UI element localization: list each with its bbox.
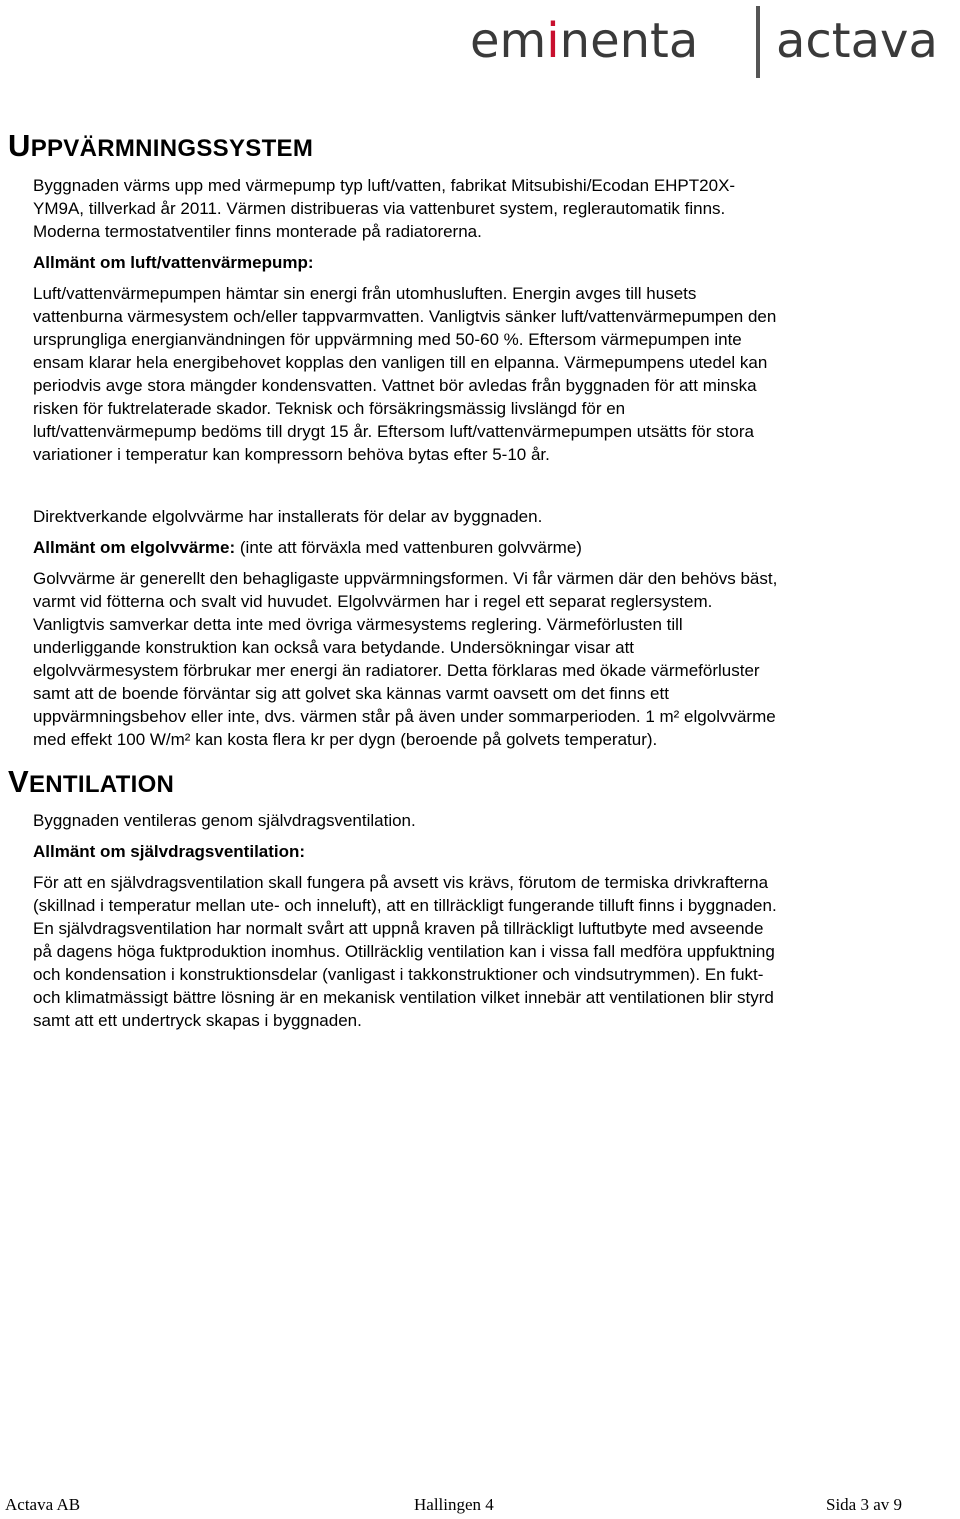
ventilation-text-line: och kondensation i konstruktionsdelar (vanligast i takkonstruktioner och vindsutrymmen). En fukt- — [33, 965, 764, 984]
ventilation-text-line: För att en självdragsventilation skall fungera på avsett vis krävs, förutom de termiska drivkrafterna — [33, 873, 769, 892]
heating-section-title — [8, 128, 314, 164]
ventilation-text-line: och klimatmässigt bättre lösning är en mekanisk ventilation vilket innebär att ventilationen blir styrd — [33, 988, 774, 1007]
floor-heating-text-line: uppvärmningsbehov eller inte, dvs. värmen står på även under sommarperioden. 1 m² elgolvvärme — [33, 707, 776, 726]
heating-intro-line: YM9A, tillverkad år 2011. Värmen distribueras via vattenburet system, reglerautomatik finns. — [33, 199, 726, 218]
ventilation-text-line: samt att ett undertryck skapas i byggnaden. — [33, 1011, 362, 1030]
ventilation-text-line: (skillnad i temperatur mellan ute- och inneluft), att en tillräckligt fungerande tilluft finns i byggnaden. — [33, 896, 777, 915]
footer-page-number: Sida 3 av 9 — [826, 1495, 903, 1514]
ventilation-section-title — [8, 764, 175, 800]
heat-pump-text-line: ursprungliga energianvändningen för uppvärmning med 50-60 %. Eftersom värmepumpen inte — [33, 330, 742, 349]
floor-heating-intro: Direktverkande elgolvvärme har installerats för delar av byggnaden. — [33, 507, 543, 526]
floor-heating-text-line: Vanligtvis samverkar detta inte med övriga värmesystems reglering. Värmeförlusten till — [33, 615, 683, 634]
heat-pump-text-line: vattenburna värmesystem och/eller tappvarmvatten. Vanligtvis sänker luft/vattenvärmepumpen den — [33, 307, 777, 326]
footer-property: Hallingen 4 — [414, 1495, 494, 1514]
floor-heating-text-line: underliggande konstruktion kan också vara betydande. Undersökningar visar att — [33, 638, 635, 657]
floor-heating-text-line: samt att de boende förväntar sig att golvet ska kännas varmt oavsett om det finns ett — [33, 684, 669, 703]
floor-heating-subheading — [33, 536, 582, 559]
ventilation-intro: Byggnaden ventileras genom självdragsventilation. — [33, 811, 416, 830]
heading-initial: U — [8, 128, 31, 163]
logo-divider — [756, 6, 760, 78]
heading-rest: ENTILATION — [28, 771, 175, 798]
heading-initial: V — [8, 764, 29, 799]
floor-heading-bold: Allmänt om elgolvvärme: — [33, 538, 236, 557]
company-logo — [470, 6, 960, 80]
heat-pump-text-line: periodvis avge stora mängder kondensvatten. Vattnet bör avledas från byggnaden för att minska — [33, 376, 757, 395]
logo-eminenta: eminenta — [470, 13, 699, 69]
footer-company: Actava AB — [5, 1495, 81, 1514]
floor-heating-text-line: Golvvärme är generellt den behagligaste uppvärmningsformen. Vi får värmen där den behövs bäst, — [33, 569, 778, 588]
floor-heating-text-line: med effekt 100 W/m² kan kosta flera kr per dygn (beroende på golvets temperatur). — [33, 730, 658, 749]
logo-accent-letter: i — [546, 13, 560, 69]
heating-intro-line: Moderna termostatventiler finns monterade på radiatorerna. — [33, 222, 482, 241]
floor-heating-text-line: elgolvvärmesystem förbrukar mer energi än radiatorer. Detta förklaras med ökade värmeförluster — [33, 661, 760, 680]
heading-rest: PPVÄRMNINGSSYSTEM — [30, 135, 314, 162]
floor-heading-note: (inte att förväxla med vattenburen golvvärme) — [235, 538, 582, 557]
heat-pump-subheading: Allmänt om luft/vattenvärmepump: — [33, 253, 314, 272]
ventilation-text-line: på dagens höga fuktproduktion inomhus. Otillräcklig ventilation kan i vissa fall medföra uppfuktning — [33, 942, 775, 961]
heat-pump-text-line: ensam klarar hela energibehovet kopplas den vanligen till en elpanna. Värmepumpens utedel kan — [33, 353, 768, 372]
heat-pump-text-line: Luft/vattenvärmepumpen hämtar sin energi från utomhusluften. Energin avges till husets — [33, 284, 697, 303]
heat-pump-text-line: variationer i temperatur kan kompressorn behöva bytas efter 5-10 år. — [33, 445, 550, 464]
heat-pump-text-line: luft/vattenvärmepump bedöms till drygt 15 år. Eftersom luft/vattenvärmepumpen utsätts för stora — [33, 422, 754, 441]
ventilation-text-line: En självdragsventilation har normalt svårt att uppnå kraven på tillräckligt luftutbyte med avseende — [33, 919, 764, 938]
logo-actava: actava — [776, 13, 938, 69]
ventilation-subheading: Allmänt om självdragsventilation: — [33, 842, 306, 861]
heat-pump-text-line: risken för fuktrelaterade skador. Teknisk och försäkringsmässig livslängd för en — [33, 399, 626, 418]
heating-intro-line: Byggnaden värms upp med värmepump typ luft/vatten, fabrikat Mitsubishi/Ecodan EHPT20X- — [33, 176, 736, 195]
floor-heating-text-line: varmt vid fötterna och svalt vid huvudet. Elgolvvärmen har i regel ett separat reglersystem. — [33, 592, 713, 611]
